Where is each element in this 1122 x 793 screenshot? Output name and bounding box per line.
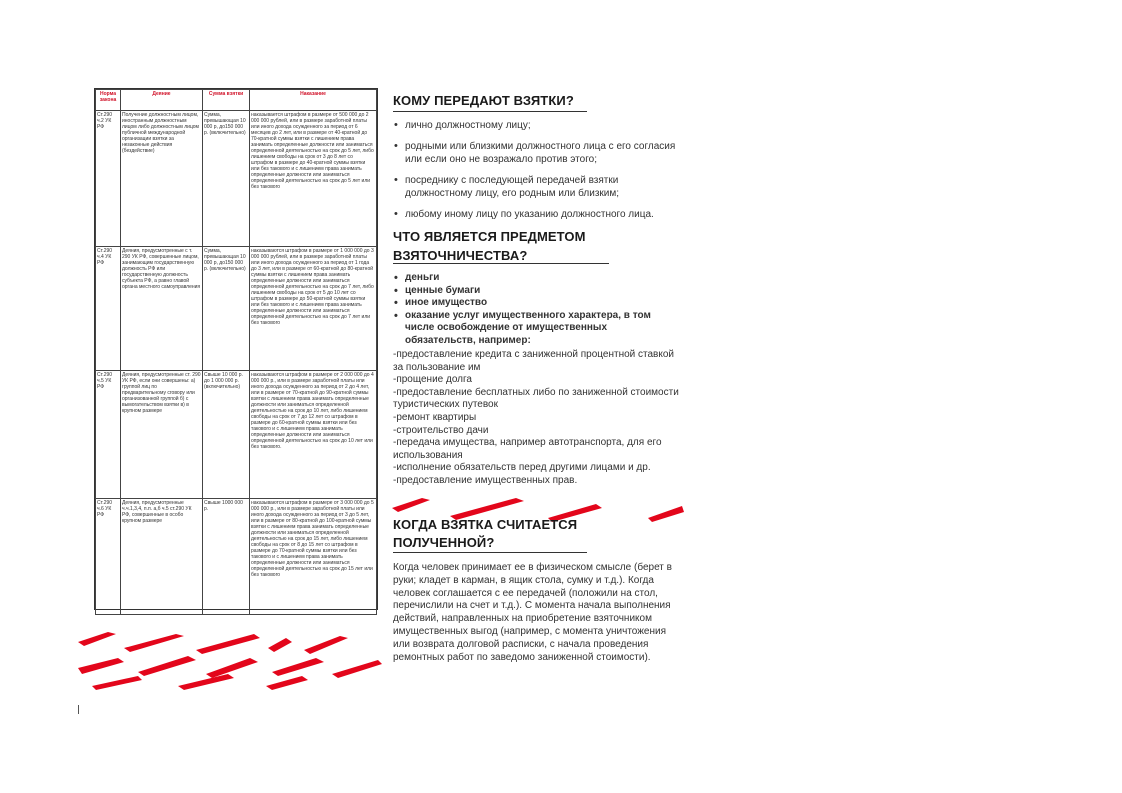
amount-cell: Сумма, превышающая 10 000 р, до150 000 р. (включительно) (203, 111, 250, 247)
section2-list (393, 272, 663, 347)
example-item: -исполнение обязательств перед другими лицами и др. (393, 462, 651, 474)
red-stripes-decoration-left (78, 628, 383, 690)
act-cell: Деяния, предусмотренные ч.ч.1,3,4, п.п. а,б ч.5 ст.290 УК РФ, совершенные в особо крупном размере (121, 499, 203, 615)
example-item: -предоставление бесплатных либо по заниженной стоимости туристических путевок (393, 386, 679, 411)
header-law: Норма закона (96, 90, 121, 111)
header-penalty: Наказание (250, 90, 377, 111)
penalty-cell: наказывается штрафом в размере от 500 000 до 2 000 000 рублей, или в размере заработной платы или иного дохода осужденного за период от 6 месяцев до 2 лет, или в размере от 40-кратной до 70-кратной суммы взятки с лишением права занимать определенные должности или заниматься определенной деятельностью на срок до 5 лет, либо лишением свободы на срок от 3 до 8 лет со штрафом в размере до 40-кратной суммы взятки или без такового и с лишением права занимать определенные должности или заниматься определенной деятельностью на срок до 5 лет или без такового (250, 111, 377, 247)
example-item: -передача имущества, например автотранспорта, для его использования (393, 437, 662, 461)
section1-title: КОМУ ПЕРЕДАЮТ ВЗЯТКИ? (393, 93, 574, 108)
act-cell: Деяния, предусмотренные с т. 290 УК РФ, совершенные лицом, занимающим государственную должность РФ или государственную должность субъекта РФ, а равно главой органа местного самоуправления (121, 247, 203, 371)
amount-cell: Свыше 1000 000 р. (203, 499, 250, 615)
list-item: • лично должностному лицу; (393, 119, 683, 132)
section3-title: КОГДА ВЗЯТКА СЧИТАЕТСЯ ПОЛУЧЕННОЙ? (393, 517, 578, 550)
act-cell: Получение должностным лицом, иностранным должностным лицом либо должностным лицом публичной международной организации взятки за незаконные действия (бездействие) (121, 111, 203, 247)
example-item: -ремонт квартиры (393, 411, 477, 423)
law-cell: Ст.290 ч.4 УК РФ (96, 247, 121, 371)
list-item: • посреднику с последующей передачей взятки должностному лицу, его родным или близким; (393, 174, 683, 200)
list-item: • иное имущество (393, 297, 663, 310)
penalty-cell: наказываются штрафом в размере от 3 000 000 до 5 000 000 р., или в размере заработной платы или иного дохода осужденного за период от 3 до 5 лет, или в размере от 80-кратной до 100-кратной суммы взятки с лишением права занимать определенные должности или заниматься определенной деятельностью на срок до 15 лет, либо лишением свободы на срок от 8 до 15 лет со штрафом в размере до 70-кратной суммы взятки или без такового и с лишением права занимать определенные должности или заниматься определенной деятельностью на срок до 15 лет или без такового (250, 499, 377, 615)
list-item: • любому иному лицу по указанию должностного лица. (393, 208, 683, 221)
amount-cell: Сумма, превышающая 10 000 р, до150 000 р. (включительно) (203, 247, 250, 371)
title-underline (393, 552, 587, 553)
table-row (96, 247, 377, 371)
example-item: -предоставление кредита с заниженной процентной ставкой за пользование им (393, 349, 675, 373)
title-underline (393, 111, 587, 112)
header-amount: Сумма взятки (203, 90, 250, 111)
act-cell: Деяния, предусмотренные ст. 290 УК РФ, если они совершены: а) группой лиц по предварительному сговору или организованной группой б) с вымогательством взятки в) в крупном размере (121, 371, 203, 499)
page-mark (78, 705, 79, 714)
table-row (96, 371, 377, 499)
header-act: Деяние (121, 90, 203, 111)
example-item: -предоставление имущественных прав. (393, 474, 578, 486)
penalty-cell: наказываются штрафом в размере от 2 000 000 до 4 000 000 р., или в размере заработной платы или иного дохода осужденного за период от 2 до 4 лет, или в размере от 70-кратной до 90-кратной суммы взятки с лишением права занимать определенные должности или заниматься определенной деятельностью на срок до 10 лет, либо лишением свободы на срок от 7 до 12 лет со штрафом в размере до 60-кратной суммы взятки или без такового и с лишением права занимать определенные должности или заниматься определенной деятельностью на срок до 10 лет или без такового. (250, 371, 377, 499)
law-cell: Ст.290 ч.5 УК РФ (96, 371, 121, 499)
law-cell: Ст.290 ч.6 УК РФ (96, 499, 121, 615)
section1-list (393, 119, 683, 229)
section3-text: Когда человек принимает ее в физическом смысле (берет в руки; кладет в карман, в ящик стола, сумку и т.д.). Когда человек соглашается с ее передачей (положили на стол, перечислили на счет и т.д.). С момента начала выполнения действий, направленных на приобретение взяточником имущественных выгод (например, с момента уничтожения или возврата долговой расписки, с начала проведения ремонтных работ по заведомо заниженной стоимости). (393, 562, 672, 663)
table-row (96, 111, 377, 247)
section2-title: ЧТО ЯВЛЯЕТСЯ ПРЕДМЕТОМ ВЗЯТОЧНИЧЕСТВА? (393, 229, 586, 263)
list-item: • деньги (393, 272, 663, 285)
title-underline (393, 263, 609, 264)
amount-cell: Свыше 10 000 р. до 1 000 000 р. (включительно) (203, 371, 250, 499)
section2-examples (393, 349, 679, 488)
list-item: • оказание услуг имущественного характера, в том числе освобождение от имущественных обязательств, например: (393, 310, 663, 348)
penalty-cell: наказываются штрафом в размере от 1 000 000 до 3 000 000 рублей, или в размере заработной платы или иного дохода осужденного за период от 1 года до 3 лет, или в размере от 60-кратной до 80-кратной суммы взятки с лишением права занимать определенные должности или заниматься определенной деятельностью на срок до 7 лет, либо лишением свободы на срок от 5 до 10 лет со штрафом в размере до 50-кратной суммы взятки или без такового и с лишением права занимать определенные должности или заниматься определенной деятельностью на срок до 7 лет или без такового (250, 247, 377, 371)
law-cell: Ст.290 ч.2 УК РФ (96, 111, 121, 247)
list-item: • родными или близкими должностного лица с его согласия или если оно не возражало против этого; (393, 140, 683, 166)
table-header-row (96, 90, 377, 111)
example-item: -прощение долга (393, 374, 472, 386)
list-item: • ценные бумаги (393, 285, 663, 298)
example-item: -строительство дачи (393, 424, 489, 436)
penalty-table (94, 88, 378, 610)
table-row (96, 499, 377, 615)
